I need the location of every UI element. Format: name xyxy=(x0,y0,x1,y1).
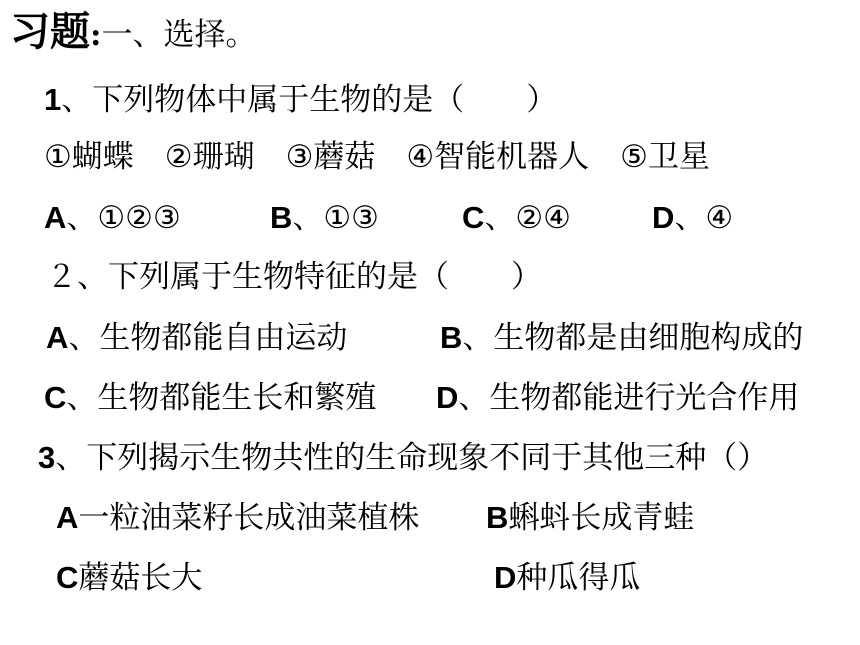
question-3-options-row1 xyxy=(56,502,836,538)
option-d: D、④ xyxy=(652,200,734,236)
question-2-options-row2 xyxy=(44,382,844,418)
question-text: 、下列揭示生物共性的生命现象不同于其他三种（） xyxy=(55,440,769,476)
option-c: C、生物都能生长和繁殖 xyxy=(44,380,377,416)
option-d: D种瓜得瓜 xyxy=(494,560,641,596)
option-d: D、生物都能进行光合作用 xyxy=(436,380,800,416)
question-text: 、下列属于生物特征的是（ ） xyxy=(77,259,542,295)
question-3-options-row2 xyxy=(56,562,836,598)
exercise-heading xyxy=(10,8,257,55)
option-c: C蘑菇长大 xyxy=(56,560,203,596)
option-a: A、①②③ xyxy=(44,200,181,236)
question-text: 、下列物体中属于生物的是（ ） xyxy=(61,82,558,118)
option-b: B、生物都是由细胞构成的 xyxy=(440,320,804,356)
question-1-stem xyxy=(44,84,557,116)
question-number: ２ xyxy=(46,259,77,295)
item-list: ①蝴蝶 ②珊瑚 ③蘑菇 ④智能机器人 ⑤卫星 xyxy=(44,139,710,175)
option-c: C、②④ xyxy=(462,200,571,236)
option-a: A一粒油菜籽长成油菜植株 xyxy=(56,500,420,536)
question-number: 1 xyxy=(44,82,62,117)
question-1-options xyxy=(44,202,824,238)
question-2-options-row1 xyxy=(46,322,846,358)
heading-main: 习题 xyxy=(10,8,90,55)
question-2-stem xyxy=(46,259,542,295)
question-number: 3 xyxy=(38,440,56,475)
question-1-items xyxy=(44,139,710,175)
option-b: B、①③ xyxy=(270,200,379,236)
heading-colon: : xyxy=(90,17,102,53)
heading-section: 一、选择。 xyxy=(101,17,257,53)
option-a: A、生物都能自由运动 xyxy=(46,320,348,356)
question-3-stem xyxy=(38,442,768,474)
option-b: B蝌蚪长成青蛙 xyxy=(486,500,695,536)
